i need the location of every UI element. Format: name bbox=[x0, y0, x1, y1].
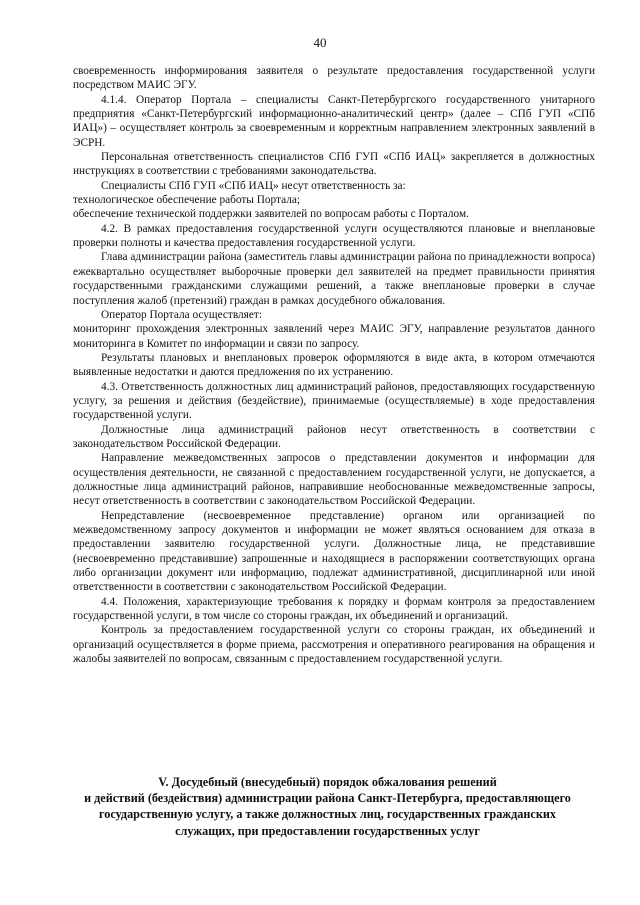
paragraph: 4.2. В рамках предоставления государственной услуги осуществляются плановые и внеплановые проверки полноты и качества предоставления государственной услуги. bbox=[73, 222, 595, 250]
paragraph: Контроль за предоставлением государственной услуги со стороны граждан, их объединений и организаций осуществляется в форме приема, рассмотрения и оперативного реагирования на обращения и жалобы заявителей по вопросам, связанным с предоставлением государственной услуги. bbox=[73, 624, 595, 666]
paragraph: Глава администрации района (заместитель главы администрации района по принадлежности вопроса) ежеквартально осуществляет выборочные проверки дел заявителей на предмет правильности принятия государственными гражданскими служащими решений, а также внеплановые проверки в случае поступления жалоб (претензий) граждан в рамках досудебного обжалования. bbox=[73, 251, 595, 307]
paragraph: Специалисты СПб ГУП «СПб ИАЦ» несут ответственность за: bbox=[101, 179, 406, 192]
paragraph: Направление межведомственных запросов о представлении документов и информации для осуществления деятельности, не связанной с предоставлением государственной услуги, не допускается, а должностные лица администраций районов, направившие необоснованные межведомственные запросы, несут ответственность в соответствии с законодательством Российской Федерации. bbox=[73, 452, 595, 508]
paragraph: Персональная ответственность специалистов СПб ГУП «СПб ИАЦ» закрепляется в должностных инструкциях в соответствии с требованиями законодательства. bbox=[73, 151, 595, 178]
section-heading-line-2: и действий (бездействия) администрации района Санкт-Петербурга, предоставляющего bbox=[84, 791, 571, 806]
section-heading-line-3: государственную услугу, а также должностных лиц, государственных гражданских bbox=[99, 807, 556, 822]
paragraph: 4.1.4. Оператор Портала – специалисты Санкт-Петербургского государственного унитарного предприятия «Санкт-Петербургский информационно-аналитический центр» (далее – СПб ГУП «СПб ИАЦ») – осуществляет контроль за своевременным и корректным направлением электронных заявлений в ЭСРН. bbox=[73, 93, 595, 149]
paragraph: Должностные лица администраций районов несут ответственность в соответствии с законодательством Российской Федерации. bbox=[73, 423, 595, 450]
paragraph: 4.4. Положения, характеризующие требования к порядку и формам контроля за предоставлением государственной услуги, в том числе со стороны граждан, их объединений и организаций. bbox=[73, 595, 595, 623]
section-heading-line-1: V. Досудебный (внесудебный) порядок обжалования решений bbox=[158, 775, 497, 789]
paragraph: Результаты плановых и внеплановых проверок оформляются в виде акта, в котором отмечаются выявленные недостатки и даются предложения по их устранению. bbox=[73, 351, 595, 379]
paragraph: обеспечение технической поддержки заявителей по вопросам работы с Порталом. bbox=[73, 208, 469, 221]
paragraph: 4.3. Ответственность должностных лиц администраций районов, предоставляющих государственную услугу, за решения и действия (бездействие), принимаемые (осуществляемые) в ходе предоставления государственной услуги. bbox=[73, 380, 595, 422]
section-heading bbox=[60, 774, 595, 839]
paragraph: Непредставление (несвоевременное представление) органом или организацией по межведомственному запросу документов и информации не может являться основанием для отказа в предоставлении заявителю государственной услуги. Должностные лица, не представившие (несвоевременно представившие) запрошенные и находящиеся в распоряжении соответствующих органа либо организации документ или информацию, подлежат административной, дисциплинарной или иной ответственности в соответствии с законодательством Российской Федерации. bbox=[73, 509, 595, 594]
paragraph: мониторинг прохождения электронных заявлений через МАИС ЭГУ, направление результатов данного мониторинга в Комитет по информации и связи по запросу. bbox=[73, 323, 595, 350]
paragraph: технологическое обеспечение работы Портала; bbox=[73, 194, 300, 207]
paragraph: Оператор Портала осуществляет: bbox=[101, 308, 262, 321]
body-text bbox=[73, 64, 595, 666]
paragraph: своевременность информирования заявителя о результате предоставления государственной услуги посредством МАИС ЭГУ. bbox=[73, 65, 595, 92]
section-heading-line-4: служащих, при предоставлении государственных услуг bbox=[175, 823, 480, 838]
page-number: 40 bbox=[313, 35, 327, 50]
